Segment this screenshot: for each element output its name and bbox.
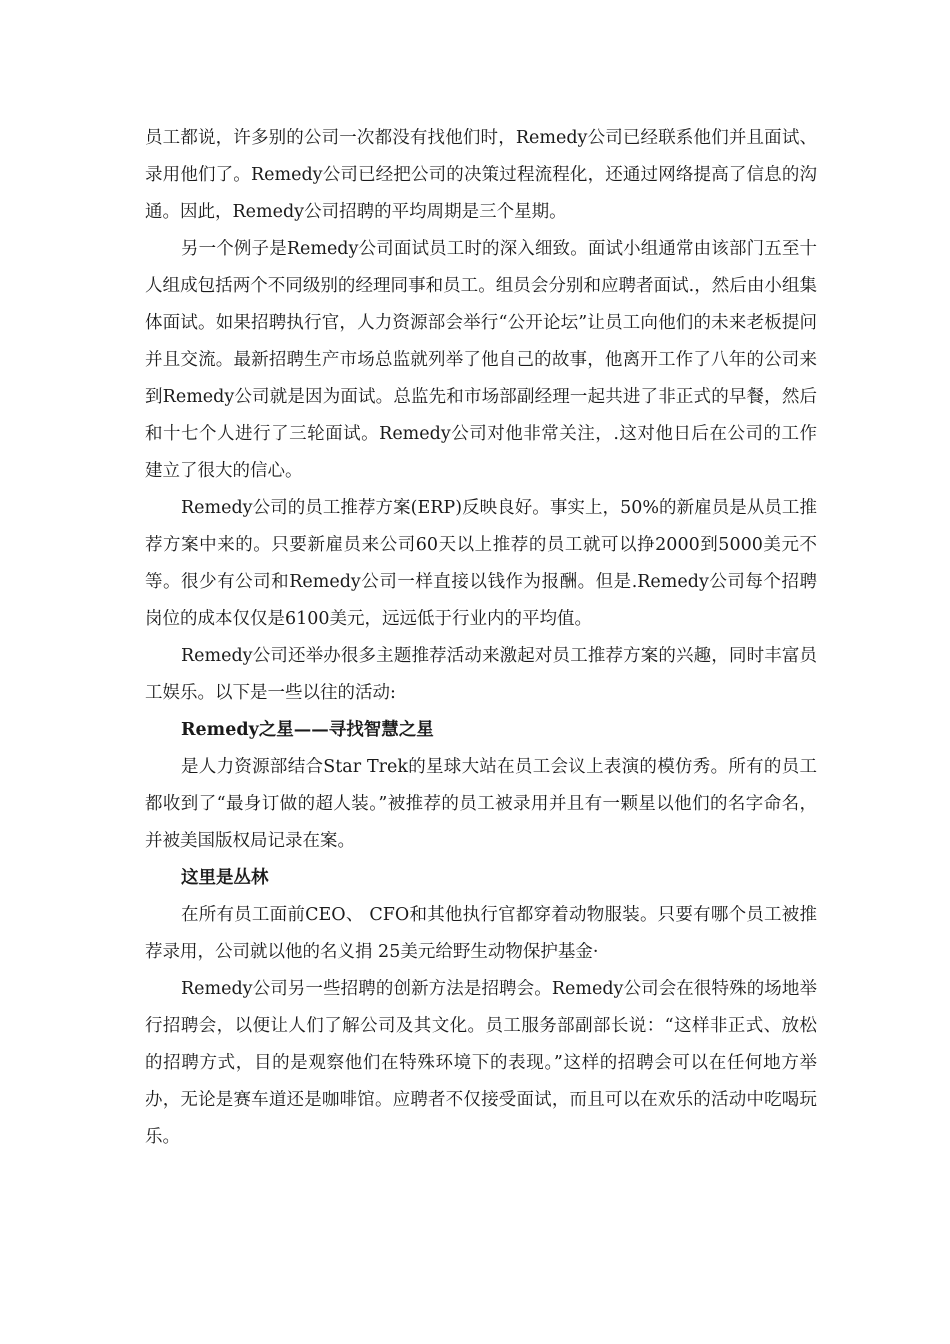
paragraph-job-fair: Remedy公司另一些招聘的创新方法是招聘会。Remedy公司会在很特殊的场地举行招聘会，以便让人们了解公司及其文化。员工服务部副部长说：“这样非正式、放松的招聘方式，目的是观察他们在特殊环境下的表现。”这样的招聘会可以在任何地方举办，无论是赛车道还是咖啡馆。应聘者不仅接受面试，而且可以在欢乐的活动中吃喝玩乐。 (145, 979, 817, 1147)
paragraph-referral-program: Remedy公司的员工推荐方案(ERP)反映良好。事实上，50%的新雇员是从员工推荐方案中来的。只要新雇员来公司60天以上推荐的员工就可以挣2000到5000美元不等。很少有公司和Remedy公司一样直接以钱作为报酬。但是.Remedy公司每个招聘岗位的成本仅仅是6100美元，远远低于行业内的平均值。 (145, 498, 817, 629)
document-body (145, 120, 817, 1156)
paragraph-interview-detail: 另一个例子是Remedy公司面试员工时的深入细致。面试小组通常由该部门五至十人组成包括两个不同级别的经理同事和员工。组员会分别和应聘者面试.，然后由小组集体面试。如果招聘执行官，人力资源部会举行“公开论坛”让员工向他们的未来老板提问并且交流。最新招聘生产市场总监就列举了他自己的故事，他离开工作了八年的公司来到Remedy公司就是因为面试。总监先和市场部副经理一起共进了非正式的早餐，然后和十七个人进行了三轮面试。Remedy公司对他非常关注，.这对他日后在公司的工作建立了很大的信心。 (145, 239, 817, 481)
paragraph-theme-activities: Remedy公司还举办很多主题推荐活动来激起对员工推荐方案的兴趣，同时丰富员工娱乐。以下是一些以往的活动: (145, 646, 817, 703)
heading-remedy-star: Remedy之星——寻找智慧之星 (181, 720, 434, 740)
heading-jungle: 这里是丛林 (181, 868, 269, 888)
paragraph-star-trek-show: 是人力资源部结合Star Trek的星球大站在员工会议上表演的模仿秀。所有的员工都收到了“最身订做的超人装。”被推荐的员工被录用并且有一颗星以他们的名字命名，并被美国版权局记录在案。 (145, 757, 817, 851)
paragraph-jungle-activity: 在所有员工面前CEO、 CFO和其他执行官都穿着动物服装。只要有哪个员工被推荐录用，公司就以他的名义捐 25美元给野生动物保护基金· (145, 905, 817, 962)
paragraph-interview-speed: 员工都说，许多别的公司一次都没有找他们时，Remedy公司已经联系他们并且面试、录用他们了。Remedy公司已经把公司的决策过程流程化，还通过网络提高了信息的沟通。因此，Remedy公司招聘的平均周期是三个星期。 (145, 128, 817, 222)
